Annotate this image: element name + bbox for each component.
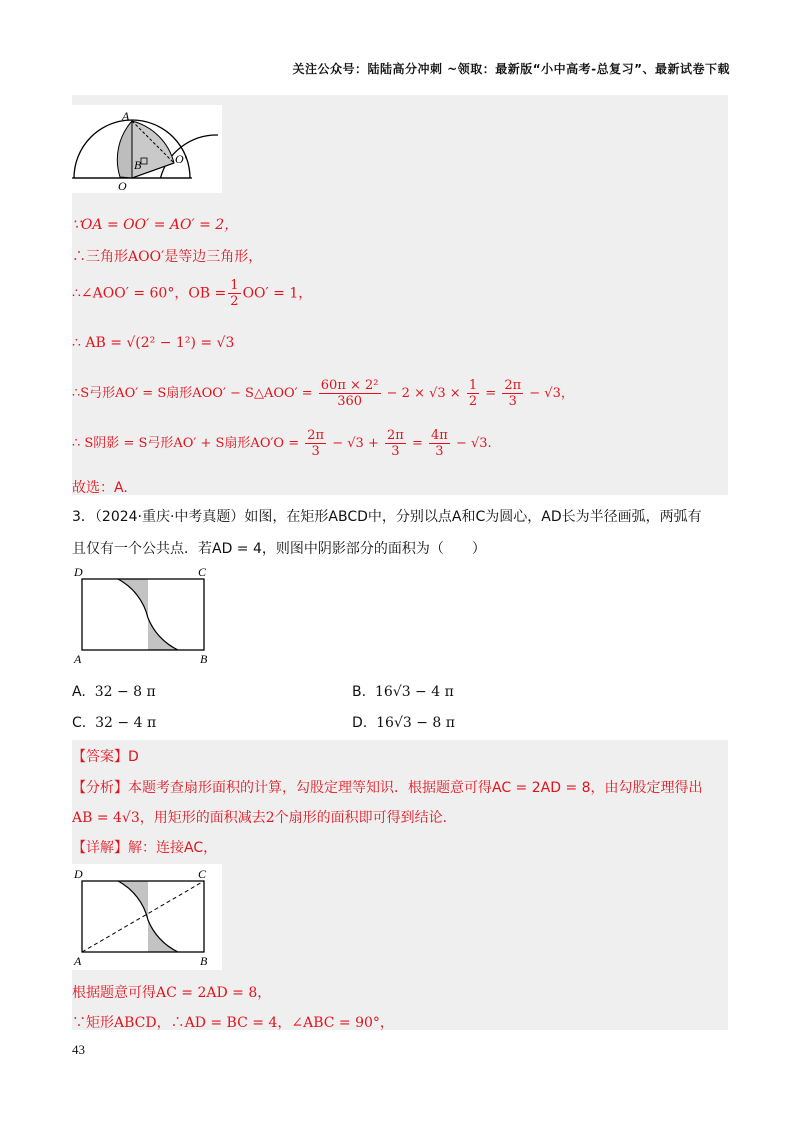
figure1-label-o: O	[118, 179, 127, 193]
fraction: $\frac{1}{2}$	[230, 278, 239, 309]
option-c: C. 32 − 4 π	[72, 715, 157, 731]
solution1-line3	[72, 278, 312, 309]
figure1-label-oprime: O′	[175, 152, 187, 166]
page-header: 关注公众号：陆陆高分冲刺 ~领取：最新版“小中高考-总复习”、最新试卷下载	[292, 62, 730, 76]
option-d: D. 16√3 − 8 π	[352, 715, 455, 731]
solution1-line1: ∵OA = OO′ = AO′ = 2，	[72, 217, 239, 233]
fraction: $\frac{1}{2}$	[468, 378, 478, 409]
figure2-label-a: A	[74, 652, 82, 666]
answer-line: 【答案】D	[72, 749, 139, 765]
semicircle-figure	[72, 105, 222, 193]
figure3-label-d: D	[74, 867, 83, 881]
option-b: B. 16√3 − 4 π	[352, 684, 454, 700]
solution1-answer: 故选：A.	[72, 480, 128, 496]
fraction: $\frac{\text{60π × 2²}}{360}$	[320, 378, 379, 409]
analysis-line1: 【分析】本题考查扇形面积的计算，勾股定理等知识．根据题意可得AC = 2AD = 8，由勾股定理得出	[72, 780, 703, 796]
figure3-label-b: B	[200, 954, 208, 968]
solution1-line6: ∴ S阴影 = S弓形AO′ + S扇形AO′O = $\frac{2\pi}{3}$ − √3 + $\frac{2\pi}{3}$ = $\frac{4\pi}{3}$ − √3.	[72, 428, 492, 459]
figure2-label-d: D	[74, 565, 83, 579]
detail-line2: 根据题意可得AC = 2AD = 8，	[72, 985, 272, 1001]
question3-line1: 3．（2024·重庆·中考真题）如图，在矩形ABCD中，分别以点A和C为圆心，AD长为半径画弧，两弧有	[72, 509, 702, 525]
detail-line1: 【详解】解：连接AC，	[72, 840, 218, 856]
fraction: $\frac{2\pi}{3}$	[504, 378, 522, 409]
figure2-label-c: C	[198, 565, 207, 579]
detail-line3: ∵矩形ABCD，∴AD = BC = 4，∠ABC = 90°，	[72, 1015, 394, 1031]
analysis-line2: AB = 4√3，用矩形的面积减去2个扇形的面积即可得到结论．	[72, 810, 457, 826]
question3-line2: 且仅有一个公共点．若AD = 4，则图中阴影部分的面积为（ ）	[72, 541, 486, 557]
fraction: $\frac{2\pi}{3}$	[386, 428, 404, 459]
option-a: A. 32 − 8 π	[72, 684, 156, 700]
solution1-line2: ∴三角形AOO′是等边三角形，	[72, 249, 263, 265]
rectangle-figure	[72, 562, 222, 668]
figure1-label-a: A	[122, 109, 130, 123]
figure3-label-a: A	[74, 954, 82, 968]
solution1-line3b: OO′ = 1，	[242, 285, 313, 302]
solution1-line5: ∴S弓形AO′ = S扇形AOO′ − S△AOO′ = $\frac{\text{60π × 2²}}{360}$ − 2 × √3 × $\frac{1}{2}$ = $\frac{2\pi}{3}$ − √3，	[72, 378, 574, 409]
figure3-label-c: C	[198, 867, 207, 881]
fraction: $\frac{2\pi}{3}$	[307, 428, 325, 459]
figure2-label-b: B	[200, 652, 208, 666]
fraction: $\frac{4\pi}{3}$	[431, 428, 448, 459]
solution1-line4: ∴ AB = √(2² − 1²) = √3	[72, 335, 235, 351]
rectangle-diagonal-figure	[72, 864, 222, 970]
page-number: 43	[72, 1042, 85, 1057]
solution1-line3a: ∴∠AOO′ = 60°，OB =	[72, 285, 227, 302]
figure1-label-b: B	[134, 158, 142, 172]
